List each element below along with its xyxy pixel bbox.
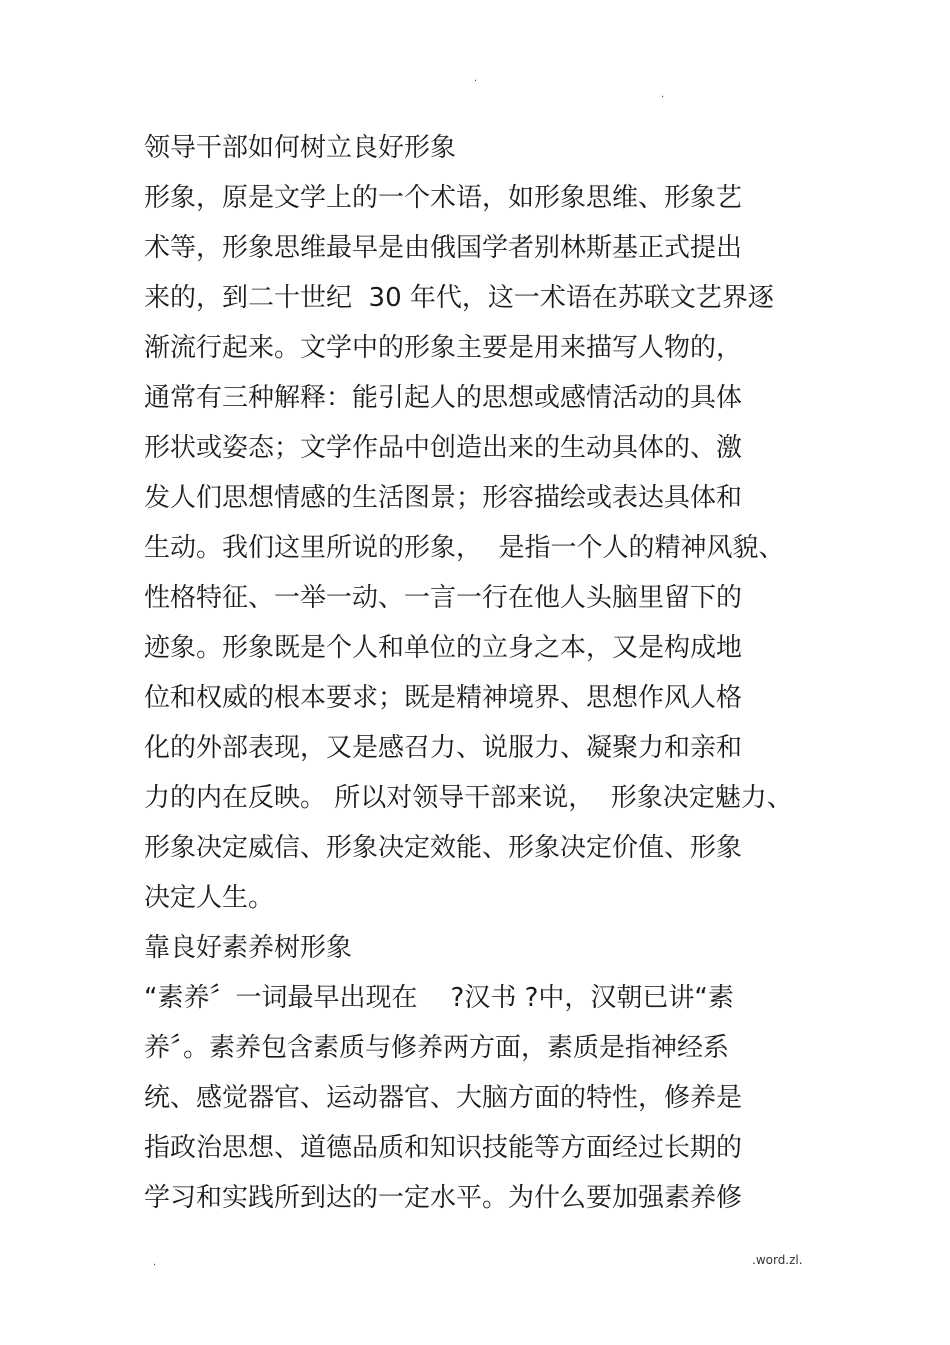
- page-mark-top-left: .: [474, 73, 478, 84]
- text-line: 通常有三种解释：能引起人的思想或感情活动的具体: [144, 383, 743, 413]
- page-mark-top-right: .: [661, 89, 665, 100]
- section-heading: 靠良好素养树形象: [144, 933, 353, 963]
- text-line: 力的内在反映。 所以对领导干部来说， 形象决定魅力、: [144, 783, 793, 813]
- text-line: 养〞。素养包含素质与修养两方面，素质是指神经系: [144, 1033, 730, 1063]
- text-line: 化的外部表现，又是感召力、说服力、凝聚力和亲和: [144, 733, 743, 763]
- text-line: 渐流行起来。文学中的形象主要是用来描写人物的，: [144, 333, 743, 363]
- text-line: 形状或姿态；文学作品中创造出来的生动具体的、激: [144, 433, 743, 463]
- text-line: 形象决定威信、形象决定效能、形象决定价值、形象: [144, 833, 743, 863]
- text-line: 位和权威的根本要求；既是精神境界、思想作风人格: [144, 683, 743, 713]
- text-line: 迹象。形象既是个人和单位的立身之本，又是构成地: [144, 633, 743, 663]
- text-line: 术等，形象思维最早是由俄国学者别林斯基正式提出: [144, 233, 743, 263]
- text-line: 指政治思想、道德品质和知识技能等方面经过长期的: [144, 1133, 743, 1163]
- text-line: “素养〞一词最早出现在 ?汉书 ?中，汉朝已讲“素: [144, 983, 734, 1013]
- text-line: 形象，原是文学上的一个术语，如形象思维、形象艺: [144, 183, 743, 213]
- page-mark-bottom-left: .: [153, 1257, 157, 1268]
- document-title: 领导干部如何树立良好形象: [144, 133, 457, 163]
- text-line: 生动。我们这里所说的形象， 是指一个人的精神风貌、: [144, 533, 785, 563]
- text-line: 学习和实践所到达的一定水平。为什么要加强素养修: [144, 1183, 743, 1213]
- text-line: 统、感觉器官、运动器官、大脑方面的特性，修养是: [144, 1083, 743, 1113]
- text-line: 发人们思想情感的生活图景；形容描绘或表达具体和: [144, 483, 743, 513]
- page-footer: .word.zl.: [752, 1253, 803, 1267]
- text-line: 决定人生。: [144, 883, 275, 913]
- text-line: 性格特征、一举一动、一言一行在他人头脑里留下的: [144, 583, 743, 613]
- document-body: [144, 123, 844, 1223]
- text-line: 来的，到二十世纪 30 年代，这一术语在苏联文艺界逐: [144, 283, 774, 313]
